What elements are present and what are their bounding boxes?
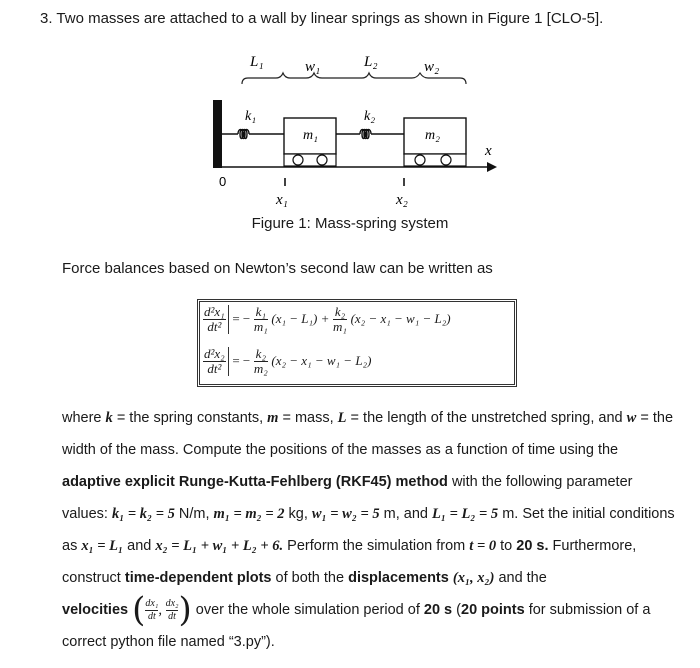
eq1-lhs-denominator: dt²: [207, 319, 222, 335]
spring-k1: [222, 130, 284, 139]
wall: [213, 100, 222, 168]
axis-arrowhead: [487, 162, 497, 172]
cart-m2: [404, 154, 466, 166]
mass-spring-figure: [0, 0, 700, 215]
symbol-L: L: [337, 410, 347, 426]
eq1-frac2-den: m₁: [333, 319, 347, 334]
velocity2-den: dt: [168, 610, 176, 622]
eq1-middle: (x₁ − L₁) +: [271, 310, 330, 326]
label-L1: L₁: [250, 54, 264, 70]
wheel: [415, 155, 425, 165]
spring-k2: [336, 130, 404, 139]
text: Furthermore, construct: [62, 538, 637, 586]
label-w1: w₁: [305, 59, 321, 75]
eq1-lhs-numerator: d²x₁: [204, 304, 225, 320]
eq1-equals: = −: [232, 310, 251, 326]
text: for submission of a correct python file named “3.py”).: [62, 602, 651, 651]
eq2-frac1-num: k₂: [255, 346, 266, 361]
eq2-lhs-denominator: dt²: [207, 361, 222, 377]
wheel: [441, 155, 451, 165]
time-start: t = 0: [469, 538, 497, 554]
text: kg,: [288, 506, 308, 522]
time-end: 20 s.: [516, 538, 549, 554]
velocity1-den: dt: [147, 610, 156, 622]
time-dependent-plots: time-dependent plots: [124, 570, 272, 586]
eq2-equals: = −: [232, 352, 251, 368]
text: of both the: [275, 570, 345, 586]
equation-box: [197, 299, 517, 387]
text: = the width of the mass. Compute the positions of the masses as a function of time using the: [62, 410, 674, 458]
label-origin: 0: [219, 174, 227, 189]
symbol-w: w: [626, 410, 637, 426]
label-x1: x₁: [276, 192, 288, 208]
param-w: w₁ = w₂ = 5: [311, 506, 380, 522]
text: Perform the simulation from: [287, 538, 466, 554]
displacement-symbols: (x₁, x₂): [452, 570, 495, 586]
text: = the spring constants,: [116, 410, 264, 426]
wheel: [293, 155, 303, 165]
initial-condition-x1: x₁ = L₁: [81, 538, 124, 554]
text: N/m,: [178, 506, 210, 522]
eq2-frac1-den: m₂: [253, 361, 268, 376]
wheel: [317, 155, 327, 165]
label-x-axis: x: [485, 143, 492, 159]
text: with the following parameter values:: [62, 474, 633, 522]
text: to: [500, 538, 513, 554]
label-m1: m₁: [303, 128, 318, 143]
symbol-m: m: [267, 410, 279, 426]
param-L: L₁ = L₂ = 5: [432, 506, 499, 522]
force-balance-intro: Force balances based on Newton’s second law can be written as: [62, 260, 493, 277]
label-x2: x₂: [396, 192, 408, 208]
text: where: [62, 410, 102, 426]
eq2-lhs-numerator: d²x₂: [204, 346, 225, 362]
eq1-frac2-num: k₂: [334, 304, 346, 319]
symbol-k: k: [105, 410, 113, 426]
text: m, and: [383, 506, 429, 522]
text: and: [127, 538, 152, 554]
eq1-frac1-num: k₁: [255, 304, 266, 319]
initial-condition-x2: x₂ = L₁ + w₁ + L₂ + 6.: [155, 538, 284, 554]
method-name: adaptive explicit Runge-Kutta-Fehlberg (RKF45) method: [62, 474, 448, 490]
period: 20 s: [423, 602, 453, 618]
paren-left: (: [132, 590, 146, 631]
text: over the whole simulation period of: [195, 602, 420, 618]
question-title: 3. Two masses are attached to a wall by linear springs as shown in Figure 1 [CLO-5].: [40, 10, 604, 27]
eq1-tail: (x₂ − x₁ − w₁ − L₂): [350, 310, 451, 326]
displacements: displacements: [348, 570, 449, 586]
label-k2: k₂: [364, 109, 376, 124]
text: = the length of the unstretched spring, and: [350, 410, 623, 426]
figure-caption: Figure 1: Mass-spring system: [251, 215, 449, 232]
text: and the: [498, 570, 547, 586]
label-k1: k₁: [245, 109, 257, 124]
label-w2: w₂: [424, 59, 440, 75]
text: m. Set the initial conditions as: [62, 506, 675, 554]
velocity1-num: dx₁: [145, 597, 159, 609]
param-m: m₁ = m₂ = 2: [213, 506, 285, 522]
text: = mass,: [282, 410, 334, 426]
velocities: velocities: [62, 602, 129, 618]
problem-paragraph: where k = the spring constants, m = mass, L = the length of the unstretched spring, and w = the width of the mass. Compute the positions of the masses as a function of time using the adaptive explicit Runge-Kutta-Fehlberg (RKF45) method with the following parameter values: k₁ = k₂ = 5 N/m, m₁ = m₂ = 2 kg, w₁ = w₂ = 5 m, and L₁ = L₂ = 5 m. Set the initial conditions as x₁ = L₁ and x₂ = L₁ + w₁ + L₂ + 6. Perform the simulation from t = 0 to 20 s. Furthermore, construct time-dependent plots of both the displacements (x₁, x₂) and the velocities ( $\frac{\text{dx₁}}{dt}$ , $\frac{\text{dx₂}}{dt}$ ) over the whole simulation period of 20 s (20 points for submission of a correct python file named “3.py”).: [62, 410, 675, 651]
param-k: k₁ = k₂ = 5: [111, 506, 175, 522]
paren-right: ): [178, 590, 192, 631]
eq1-frac1-den: m₁: [253, 319, 268, 334]
label-L2: L₂: [364, 54, 378, 70]
eq2-tail: (x₂ − x₁ − w₁ − L₂): [271, 352, 372, 368]
problem-body: [62, 402, 678, 658]
velocity2-num: dx₂: [165, 597, 179, 609]
points: 20 points: [461, 602, 525, 618]
equation-1: [203, 305, 451, 334]
cart-m1: [284, 154, 336, 166]
label-m2: m₂: [425, 128, 440, 143]
equation-2: [203, 347, 371, 376]
